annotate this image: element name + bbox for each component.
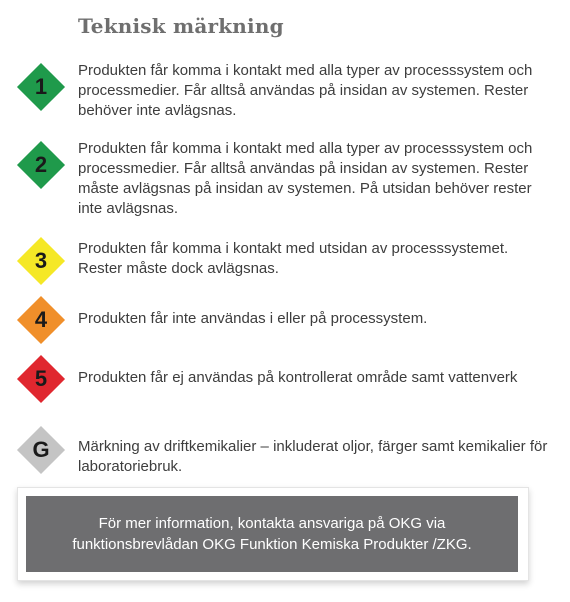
info-line-2: funktionsbrevlådan OKG Funktion Kemiska Produkter /ZKG.: [72, 536, 472, 553]
marking-level: 3: [34, 248, 48, 273]
page-title: Teknisk märkning: [78, 14, 284, 38]
marking-description: Märkning av driftkemikalier – inkluderat oljor, färger samt kemikalier för laboratoriebruk.: [78, 438, 548, 475]
info-panel: [17, 487, 529, 581]
marking-level: 2: [34, 152, 48, 177]
diamond-2-icon: [18, 142, 64, 188]
diamond-1-icon: [18, 64, 64, 110]
info-line-1: För mer information, kontakta ansvariga på OKG via: [98, 515, 446, 532]
marking-level: G: [32, 437, 50, 462]
info-box: [26, 496, 518, 572]
marking-description: Produkten får komma i kontakt med alla typer av processsystem och processmedier. Får alltså användas på insidan av systemen. Rester måste avlägsnas på insidan av systemen. På utsidan behöver rester inte avlägsnas.: [78, 140, 533, 217]
marking-description: Produkten får komma i kontakt med utsidan av processsystemet. Rester måste dock avlägsnas.: [78, 240, 509, 277]
diamond-3-icon: [18, 238, 64, 284]
diamond-5-icon: [18, 356, 64, 402]
marking-description: Produkten får komma i kontakt med alla typer av processsystem och processmedier. Får alltså användas på insidan av systemen. Rester behöver inte avlägsnas.: [78, 62, 533, 119]
diamond-4-icon: [18, 297, 64, 343]
marking-level: 4: [34, 307, 48, 332]
marking-level: 5: [34, 366, 48, 391]
diamond-g-icon: [18, 427, 64, 473]
marking-description: Produkten får inte användas i eller på processystem.: [78, 310, 428, 327]
marking-level: 1: [34, 74, 48, 99]
marking-description: Produkten får ej användas på kontrollerat område samt vattenverk: [78, 369, 518, 386]
